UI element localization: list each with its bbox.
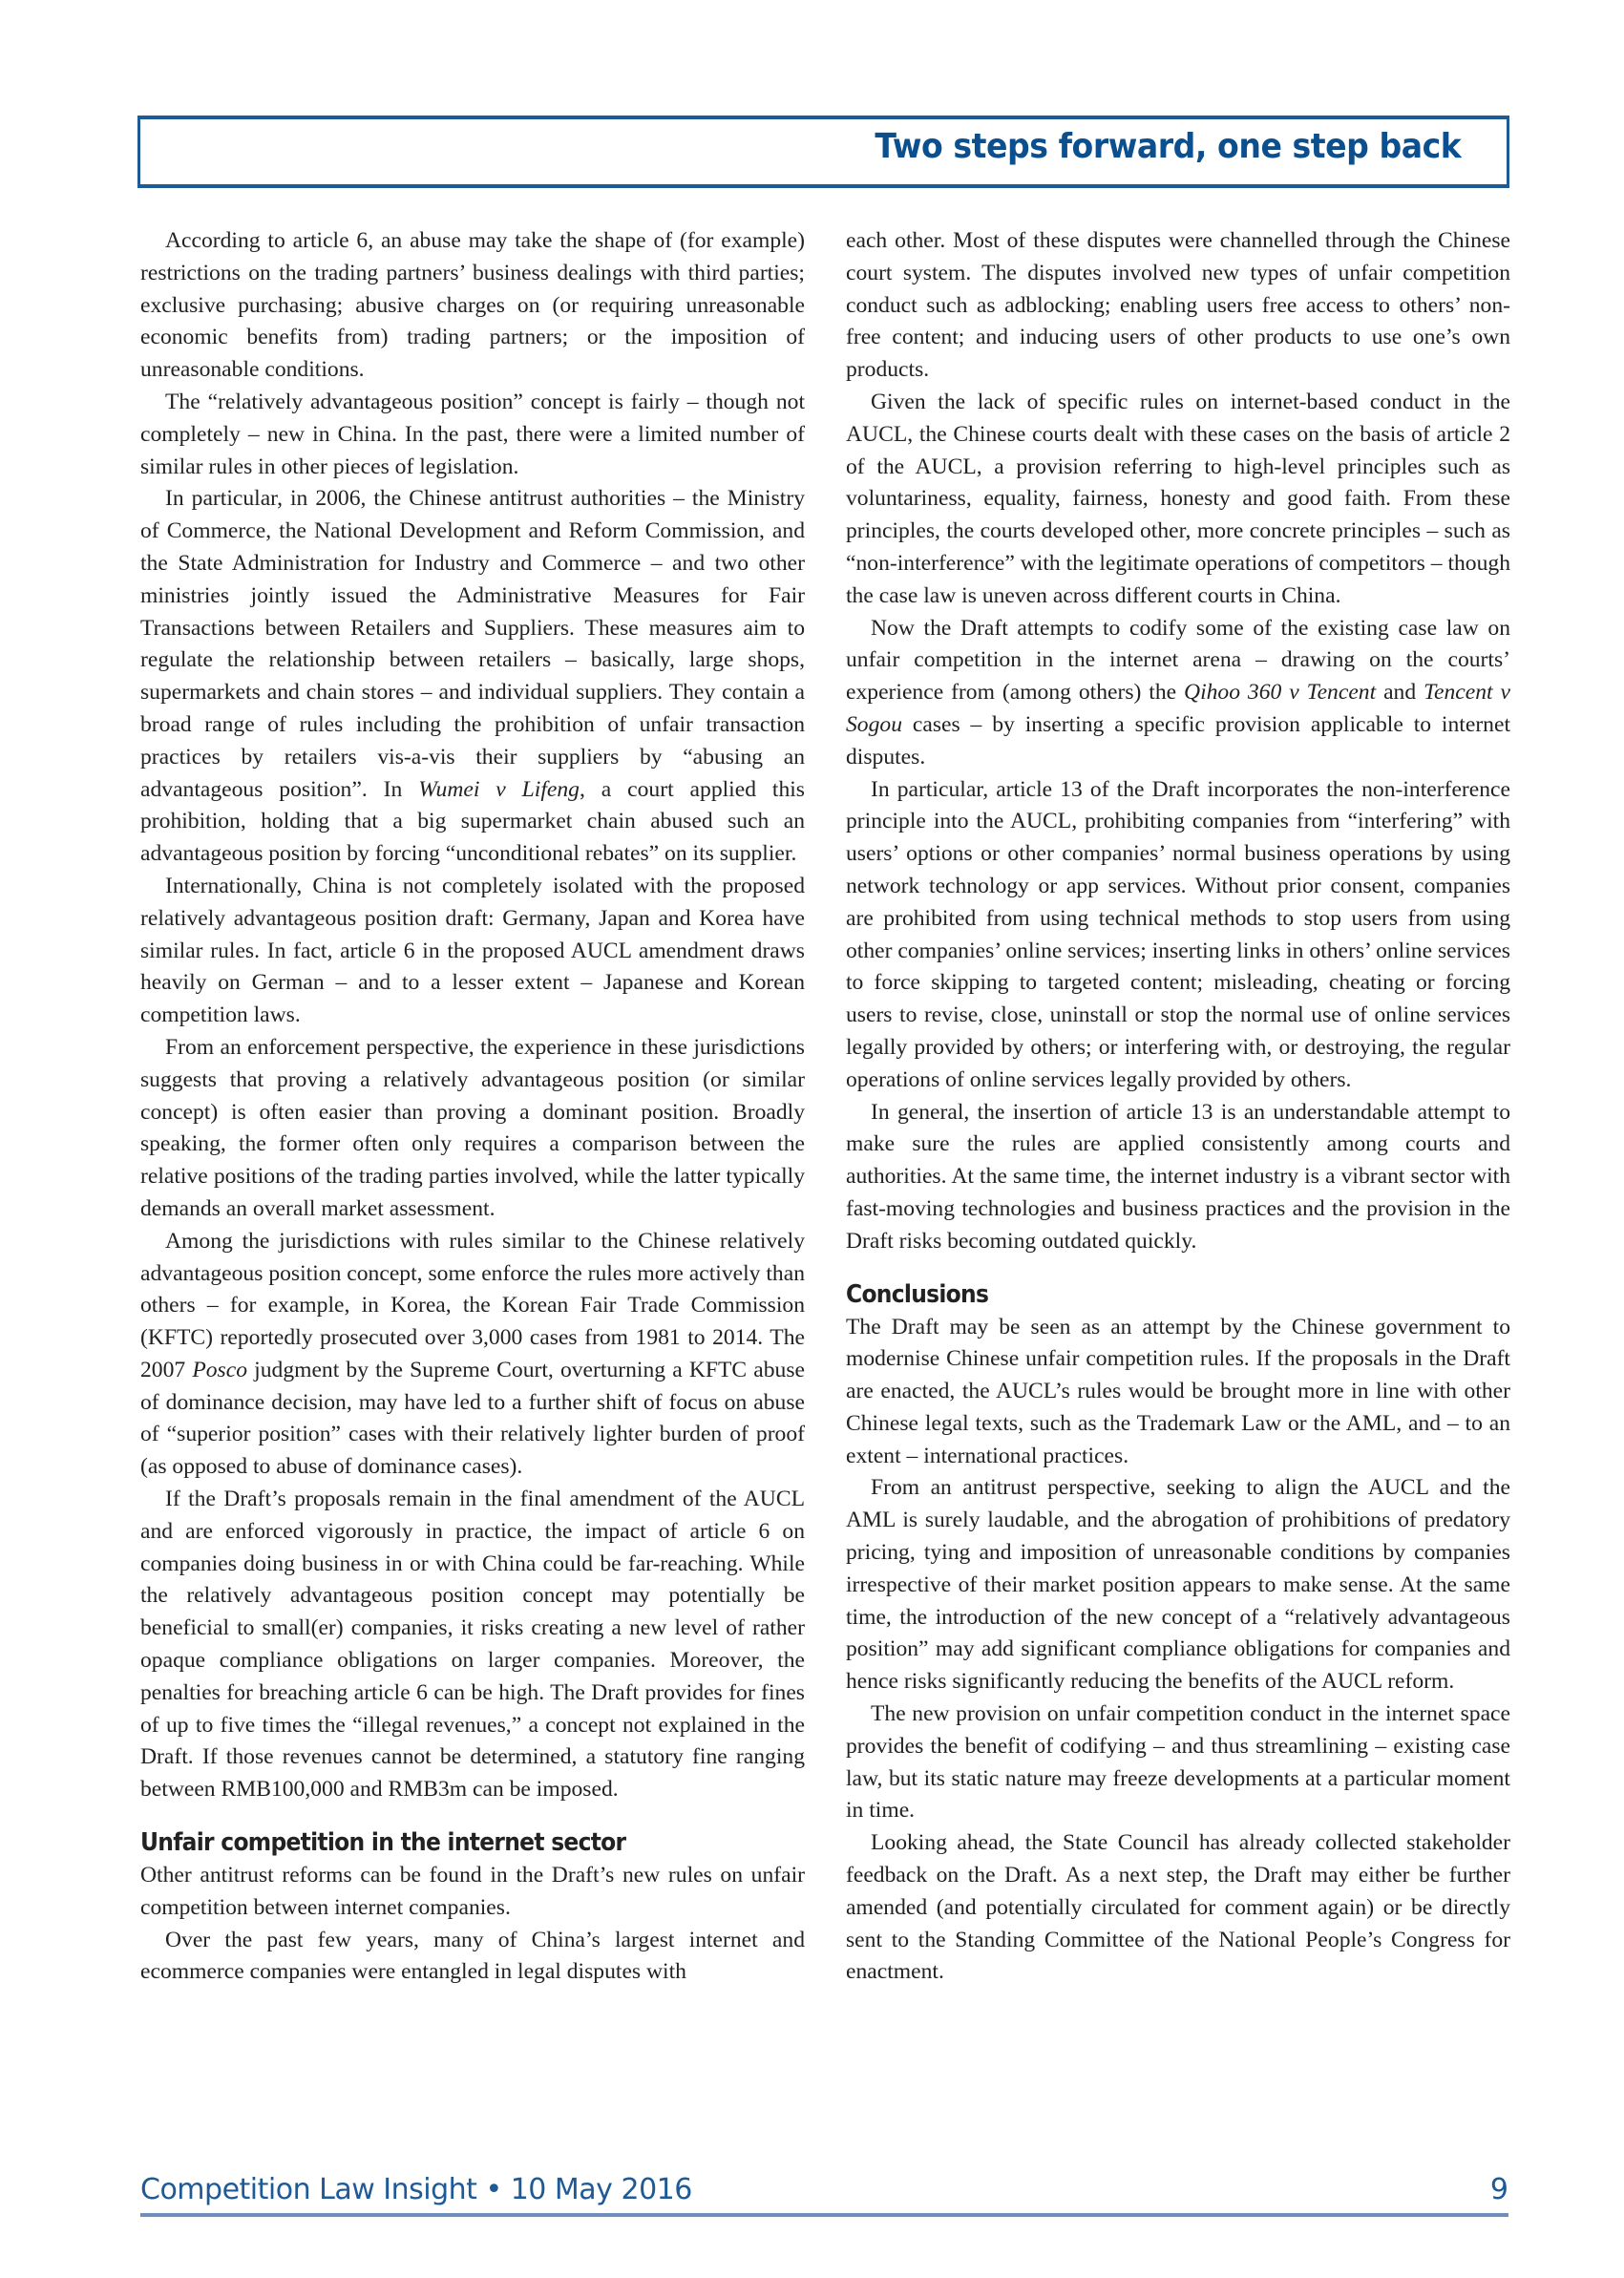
paragraph — [846, 1097, 1510, 1258]
text-run: Now the Draft attempts to codify some of the existing case law on unfair competition in the internet arena – drawing on the courts’ experience from (among others) the — [846, 615, 1510, 706]
text-run: The “relatively advantageous position” concept is fairly – though not completely – new in China. In the past, there were a limited number of similar rules in other pieces of legislation. — [140, 389, 805, 479]
paragraph — [846, 1472, 1510, 1698]
paragraph — [140, 225, 805, 387]
page-title: Two steps forward, one step back — [875, 127, 1461, 166]
text-run: Given the lack of specific rules on internet-based conduct in the AUCL, the Chinese courts dealt with these cases on the basis of article 2 of the AUCL, a provision referring to high-level principles such as voluntariness, equality, fairness, honesty and good faith. From these principles, the courts developed other, more concrete principles – such as “non-interference” with the legitimate operations of competitors – though the case law is uneven across different courts in China. — [846, 389, 1510, 608]
paragraph — [846, 613, 1510, 774]
text-run: , a court applied this prohibition, holding that a big supermarket chain abused such an advantageous position by forcing “unconditional rebates” on its supplier. — [140, 776, 805, 867]
text-run: The Draft may be seen as an attempt by the Chinese government to modernise Chinese unfair competition rules. If the proposals in the Draft are enacted, the AUCL’s rules would be brought more in line with other Chinese legal texts, such as the Trademark Law or the AML, and – to an extent – international practices. — [846, 1314, 1510, 1468]
paragraph — [140, 1032, 805, 1226]
paragraph — [140, 1860, 805, 1925]
paragraph — [846, 387, 1510, 613]
text-run: From an enforcement perspective, the experience in these jurisdictions suggests that proving a relatively advantageous position (or similar concept) is often easier than proving a dominant position. Broadly speaking, the former often only requires a comparison between the relative positions of the trading parties involved, while the latter typically demands an overall market assessment. — [140, 1034, 805, 1221]
paragraph — [846, 225, 1510, 387]
text-run: Among the jurisdictions with rules similar to the Chinese relatively advantageous position concept, some enforce the rules more actively than others – for example, in Korea, the Korean Fair Trade Commission (KFTC) reportedly prosecuted over 3,000 cases from 1981 to 2014. The 2007 — [140, 1228, 805, 1382]
paragraph — [140, 1925, 805, 1990]
text-run: Over the past few years, many of China’s largest internet and ecommerce companies were entangled in legal disputes with — [140, 1927, 805, 1985]
page-number: 9 — [1489, 2173, 1508, 2206]
text-run: In general, the insertion of article 13 is an understandable attempt to make sure the rules are applied consistently among courts and authorities. At the same time, the internet industry is a vibrant sector with fast-moving technologies and business practices and the provision in the Draft risks becoming outdated quickly. — [846, 1099, 1510, 1254]
paragraph — [846, 1827, 1510, 1989]
paragraph — [140, 483, 805, 871]
text-run: Looking ahead, the State Council has already collected stakeholder feedback on the Draft. As a next step, the Draft may either be further amended (and potentially circulated for comment again) or be directly sent to the Standing Committee of the National People’s Congress for enactment. — [846, 1830, 1510, 1985]
text-run: cases – by inserting a specific provision applicable to internet disputes. — [846, 711, 1510, 770]
paragraph — [140, 1484, 805, 1806]
case-name: Wumei v Lifeng — [418, 776, 580, 802]
paragraph — [846, 1312, 1510, 1473]
paragraph — [846, 774, 1510, 1097]
text-run: and — [1376, 680, 1424, 706]
text-run: Internationally, China is not completely isolated with the proposed relatively advantageous position draft: Germany, Japan and Korea have similar rules. In fact, article 6 in the proposed AUCL amendment draws heavily on German – and to a lesser extent – Japanese and Korean competition laws. — [140, 873, 805, 1028]
case-name: Qihoo 360 v Tencent — [1184, 680, 1377, 706]
paragraph — [140, 1226, 805, 1484]
case-name: Posco — [192, 1357, 248, 1382]
text-run: In particular, in 2006, the Chinese antitrust authorities – the Ministry of Commerce, the National Development and Reform Commission, and the State Administration for Industry and Commerce – and two other ministries jointly issued the Administrative Measures for Fair Transactions between Retailers and Suppliers. These measures aim to regulate the relationship between retailers – basically, large shops, supermarkets and chain stores – and individual suppliers. They contain a broad range of rules including the prohibition of unfair transaction practices by retailers vis-a-vis their suppliers by “abusing an advantageous position”. In — [140, 486, 805, 802]
text-run: judgment by the Supreme Court, overturning a KFTC abuse of dominance decision, may have led to a further shift of focus on abuse of “superior position” cases with their relatively lighter burden of proof (as opposed to abuse of dominance cases). — [140, 1357, 805, 1480]
text-run: Other antitrust reforms can be found in the Draft’s new rules on unfair competition between internet companies. — [140, 1863, 805, 1920]
paragraph — [140, 387, 805, 483]
footer-rule — [140, 2213, 1508, 2217]
paragraph — [846, 1698, 1510, 1827]
right-column — [846, 225, 1510, 1989]
publication-info: Competition Law Insight • 10 May 2016 — [140, 2173, 692, 2206]
text-run: From an antitrust perspective, seeking to align the AUCL and the AML is surely laudable, and the abrogation of prohibitions of predatory pricing, tying and imposition of unreasonable conditions by companies irrespective of their market position appears to make sense. At the same time, the introduction of the new concept of a “relatively advantageous position” may add significant compliance obligations for companies and hence risks significantly reducing the benefits of the AUCL reform. — [846, 1475, 1510, 1695]
text-run: each other. Most of these disputes were channelled through the Chinese court system. The disputes involved new types of unfair competition conduct such as adblocking; enabling users free access to others’ non-free content; and inducing users of other products to use one’s own products. — [846, 228, 1510, 383]
title-banner — [137, 116, 1509, 188]
paragraph — [140, 871, 805, 1032]
section-heading: Conclusions — [846, 1279, 989, 1309]
text-run: According to article 6, an abuse may take the shape of (for example) restrictions on the trading partners’ business dealings with third parties; exclusive purchasing; abusive charges on (or requiring unreasonable economic benefits from) trading partners; or the imposition of unreasonable conditions. — [140, 228, 805, 383]
text-run: The new provision on unfair competition conduct in the internet space provides the benefit of codifying – and thus streamlining – existing case law, but its static nature may freeze developments at a particular moment in time. — [846, 1701, 1510, 1824]
left-column — [140, 225, 805, 1989]
case-name: Tencent v Sogou — [846, 680, 1510, 737]
section-heading: Unfair competition in the internet sector — [140, 1828, 626, 1858]
text-run: If the Draft’s proposals remain in the final amendment of the AUCL and are enforced vigorously in practice, the impact of article 6 on companies doing business in or with China could be far-reaching. While the relatively advantageous position concept may potentially be beneficial to small(er) companies, it risks creating a new level of rather opaque compliance obligations on larger companies. Moreover, the penalties for breaching article 6 can be high. The Draft provides for fines of up to five times the “illegal revenues,” a concept not explained in the Draft. If those revenues cannot be determined, a statutory fine ranging between RMB100,000 and RMB3m can be imposed. — [140, 1487, 805, 1803]
text-run: In particular, article 13 of the Draft incorporates the non-interference principle into the AUCL, prohibiting companies from “interfering” with users’ options or other companies’ normal business operations by using network technology or app services. Without prior consent, companies are prohibited from using technical methods to stop users from using other companies’ online services; inserting links in others’ online services to force skipping to targeted content; misleading, cheating or forcing users to revise, close, uninstall or stop the normal use of online services legally provided by others; or interfering with, or destroying, the regular operations of online services legally provided by others. — [846, 776, 1510, 1092]
